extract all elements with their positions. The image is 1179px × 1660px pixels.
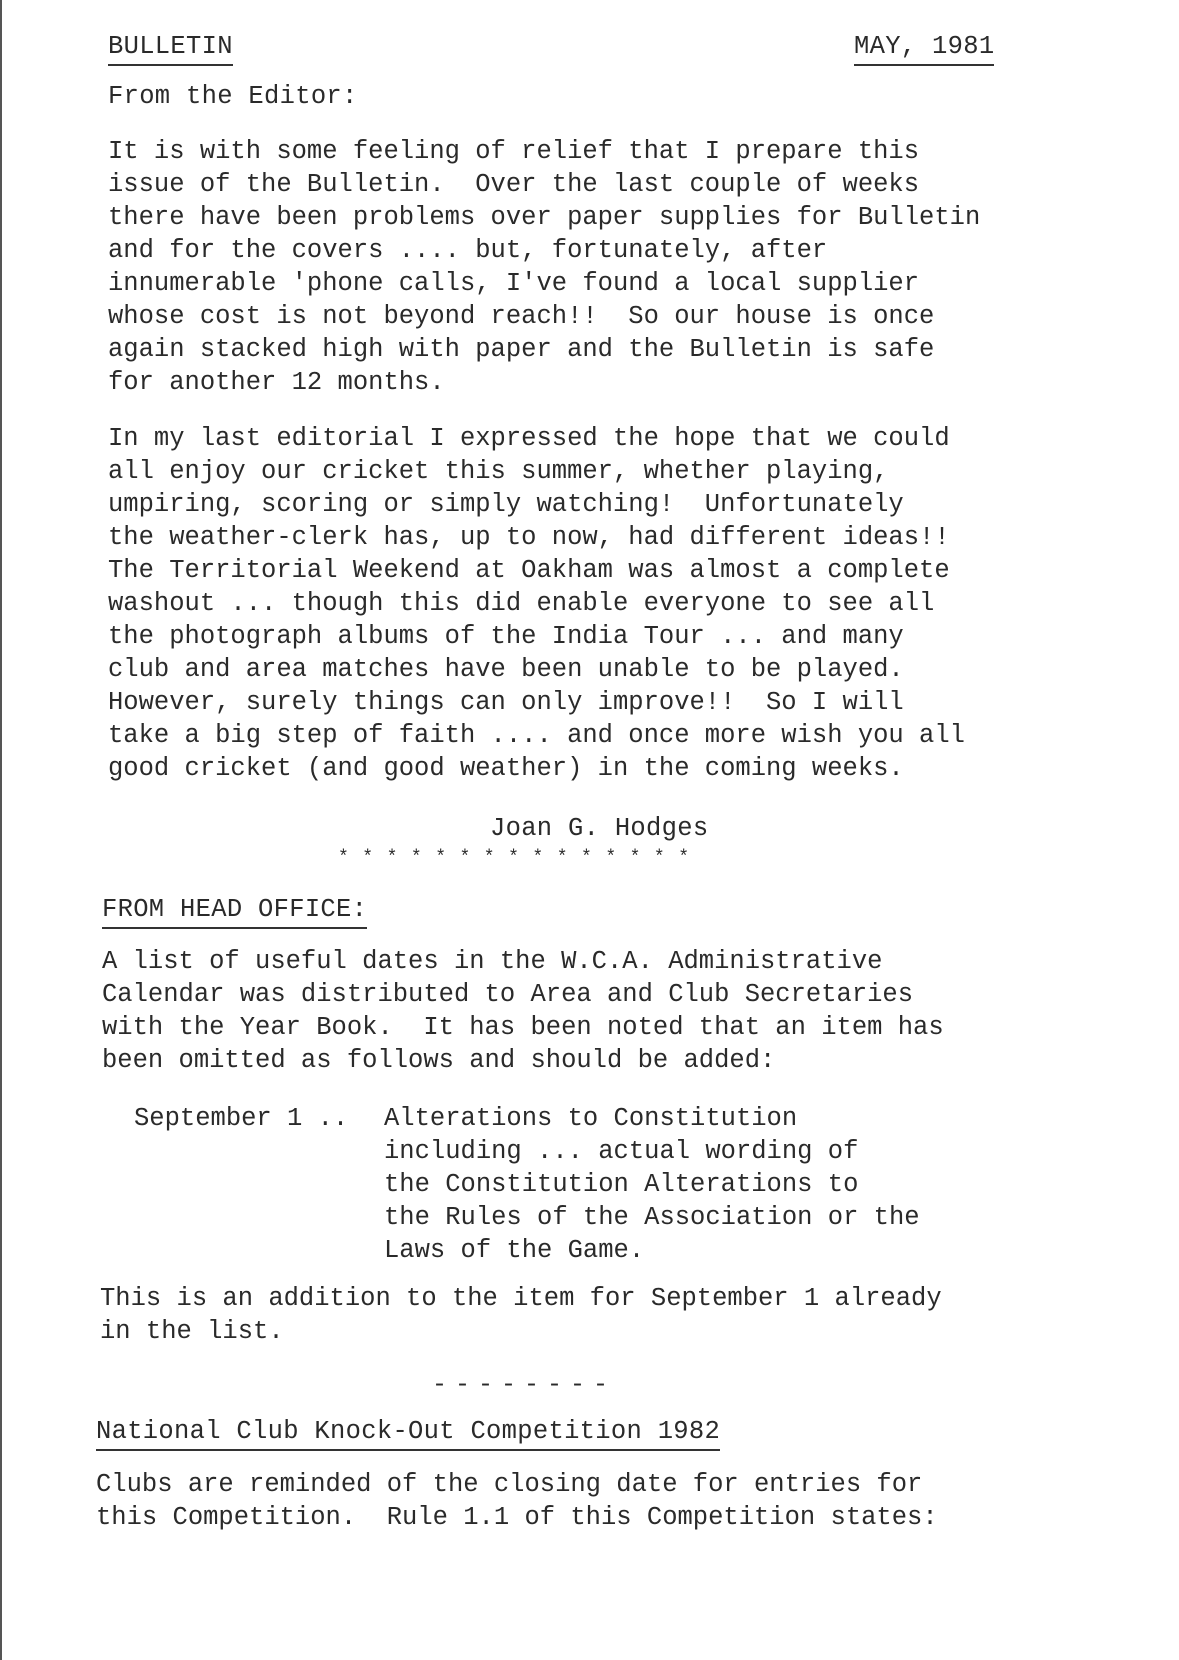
text-line: again stacked high with paper and the Bulletin is safe — [108, 335, 935, 364]
text-line: club and area matches have been unable to be played. — [108, 655, 904, 684]
editor-heading: From the Editor: — [108, 82, 358, 111]
knockout-heading: National Club Knock-Out Competition 1982 — [96, 1415, 720, 1451]
dash-separator: -------- — [432, 1370, 617, 1399]
text-line: all enjoy our cricket this summer, whether playing, — [108, 457, 889, 486]
text-line: Laws of the Game. — [384, 1236, 645, 1265]
text-line: there have been problems over paper supplies for Bulletin — [108, 203, 981, 232]
bulletin-title: BULLETIN — [108, 30, 233, 66]
page-edge — [0, 0, 2, 1660]
text-line: issue of the Bulletin. Over the last couple of weeks — [108, 170, 920, 199]
text-line: Alterations to Constitution — [384, 1104, 798, 1133]
head-office-heading: FROM HEAD OFFICE: — [102, 893, 367, 929]
text-line: whose cost is not beyond reach!! So our house is once — [108, 302, 935, 331]
issue-date: MAY, 1981 — [854, 30, 994, 66]
text-line: However, surely things can only improve!! So I will — [108, 688, 904, 717]
text-line: A list of useful dates in the W.C.A. Administrative — [102, 947, 883, 976]
editor-signature: Joan G. Hodges — [490, 814, 709, 843]
text-line: including ... actual wording of — [384, 1137, 859, 1166]
star-separator: *************** — [338, 848, 703, 868]
text-line: Clubs are reminded of the closing date for entries for — [96, 1470, 923, 1499]
text-line: the photograph albums of the India Tour ... and many — [108, 622, 904, 651]
text-line: Calendar was distributed to Area and Club Secretaries — [102, 980, 914, 1009]
text-line: with the Year Book. It has been noted that an item has — [102, 1013, 944, 1042]
text-line: This is an addition to the item for September 1 already — [100, 1284, 942, 1313]
text-line: washout ... though this did enable everyone to see all — [108, 589, 935, 618]
text-line: innumerable 'phone calls, I've found a local supplier — [108, 269, 920, 298]
text-line: the weather-clerk has, up to now, had different ideas!! — [108, 523, 950, 552]
calendar-item-date: September 1 .. — [134, 1104, 349, 1133]
text-line: been omitted as follows and should be added: — [102, 1046, 776, 1075]
text-line: in the list. — [100, 1317, 284, 1346]
text-line: good cricket (and good weather) in the coming weeks. — [108, 754, 904, 783]
text-line: In my last editorial I expressed the hope that we could — [108, 424, 950, 453]
text-line: the Rules of the Association or the — [384, 1203, 920, 1232]
text-line: this Competition. Rule 1.1 of this Competition states: — [96, 1503, 938, 1532]
text-line: It is with some feeling of relief that I prepare this — [108, 137, 920, 166]
text-line: the Constitution Alterations to — [384, 1170, 859, 1199]
text-line: take a big step of faith .... and once more wish you all — [108, 721, 965, 750]
text-line: umpiring, scoring or simply watching! Unfortunately — [108, 490, 904, 519]
text-line: for another 12 months. — [108, 368, 445, 397]
text-line: The Territorial Weekend at Oakham was almost a complete — [108, 556, 950, 585]
text-line: and for the covers .... but, fortunately, after — [108, 236, 828, 265]
